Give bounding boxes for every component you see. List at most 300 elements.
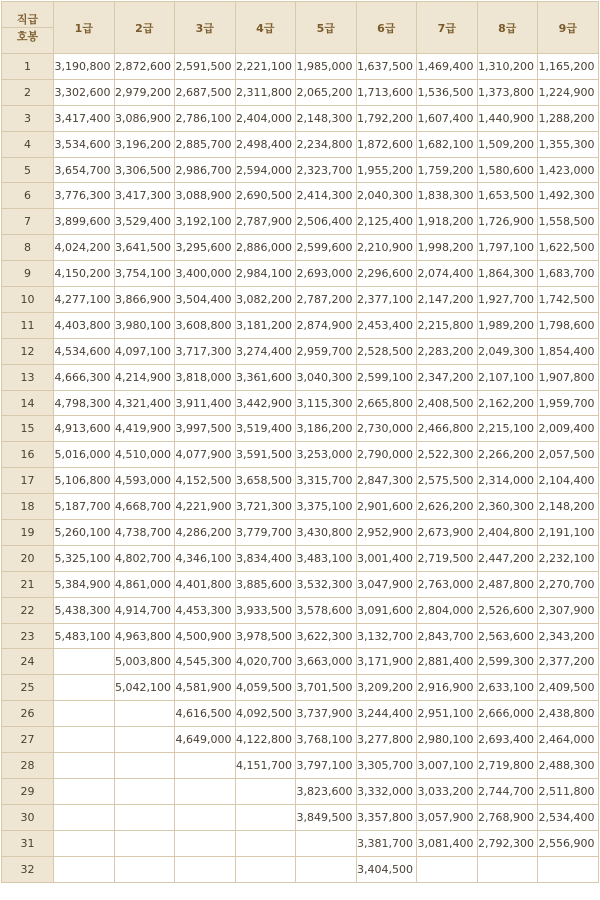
- salary-cell: 4,403,800: [54, 312, 115, 338]
- empty-cell: [54, 649, 115, 675]
- step-cell: 32: [2, 856, 54, 882]
- step-cell: 30: [2, 804, 54, 830]
- table-row: [2, 338, 599, 364]
- salary-cell: 1,726,900: [477, 209, 538, 235]
- empty-cell: [175, 856, 236, 882]
- salary-cell: 2,404,000: [235, 105, 296, 131]
- salary-cell: 2,311,800: [235, 79, 296, 105]
- salary-cell: 3,911,400: [175, 390, 236, 416]
- salary-cell: 1,423,000: [538, 157, 599, 183]
- salary-cell: 1,854,400: [538, 338, 599, 364]
- salary-cell: 2,979,200: [114, 79, 175, 105]
- salary-cell: 4,666,300: [54, 364, 115, 390]
- salary-cell: 1,288,200: [538, 105, 599, 131]
- salary-cell: 2,438,800: [538, 701, 599, 727]
- salary-cell: 4,581,900: [175, 675, 236, 701]
- salary-cell: 3,591,500: [235, 442, 296, 468]
- table-row: [2, 287, 599, 313]
- salary-cell: 4,221,900: [175, 494, 236, 520]
- step-cell: 10: [2, 287, 54, 313]
- salary-cell: 2,498,400: [235, 131, 296, 157]
- salary-cell: 2,323,700: [296, 157, 357, 183]
- step-cell: 7: [2, 209, 54, 235]
- salary-cell: 3,663,000: [296, 649, 357, 675]
- step-cell: 25: [2, 675, 54, 701]
- salary-cell: 2,626,200: [417, 494, 478, 520]
- salary-cell: 3,361,600: [235, 364, 296, 390]
- grade-header-cell: 3급: [175, 2, 236, 54]
- salary-cell: 1,492,300: [538, 183, 599, 209]
- salary-cell: 3,823,600: [296, 778, 357, 804]
- salary-cell: 3,717,300: [175, 338, 236, 364]
- salary-cell: 2,916,900: [417, 675, 478, 701]
- salary-cell: 2,792,300: [477, 830, 538, 856]
- table-row: [2, 778, 599, 804]
- step-cell: 3: [2, 105, 54, 131]
- salary-cell: 3,483,100: [296, 545, 357, 571]
- salary-cell: 2,881,400: [417, 649, 478, 675]
- salary-cell: 3,302,600: [54, 79, 115, 105]
- salary-cell: 1,224,900: [538, 79, 599, 105]
- step-cell: 16: [2, 442, 54, 468]
- salary-cell: 3,115,300: [296, 390, 357, 416]
- salary-cell: 3,532,300: [296, 571, 357, 597]
- table-row: [2, 675, 599, 701]
- salary-cell: 2,347,200: [417, 364, 478, 390]
- salary-cell: 3,797,100: [296, 753, 357, 779]
- empty-cell: [114, 830, 175, 856]
- salary-cell: 4,277,100: [54, 287, 115, 313]
- salary-cell: 2,687,500: [175, 79, 236, 105]
- salary-cell: 2,843,700: [417, 623, 478, 649]
- salary-cell: 4,214,900: [114, 364, 175, 390]
- salary-cell: 4,649,000: [175, 727, 236, 753]
- salary-cell: 2,057,500: [538, 442, 599, 468]
- salary-cell: 1,927,700: [477, 287, 538, 313]
- salary-cell: 2,984,100: [235, 261, 296, 287]
- step-cell: 28: [2, 753, 54, 779]
- salary-cell: 2,594,000: [235, 157, 296, 183]
- salary-cell: 3,404,500: [356, 856, 417, 882]
- salary-cell: 2,744,700: [477, 778, 538, 804]
- salary-cell: 1,864,300: [477, 261, 538, 287]
- salary-cell: 1,165,200: [538, 54, 599, 80]
- step-cell: 8: [2, 235, 54, 261]
- salary-cell: 4,151,700: [235, 753, 296, 779]
- salary-cell: 4,963,800: [114, 623, 175, 649]
- salary-cell: 2,074,400: [417, 261, 478, 287]
- step-cell: 1: [2, 54, 54, 80]
- step-cell: 2: [2, 79, 54, 105]
- salary-cell: 3,081,400: [417, 830, 478, 856]
- salary-cell: 4,500,900: [175, 623, 236, 649]
- salary-cell: 3,305,700: [356, 753, 417, 779]
- salary-cell: 3,529,400: [114, 209, 175, 235]
- salary-cell: 2,104,400: [538, 468, 599, 494]
- salary-cell: 2,307,900: [538, 597, 599, 623]
- empty-cell: [235, 856, 296, 882]
- salary-cell: 1,682,100: [417, 131, 478, 157]
- table-row: [2, 79, 599, 105]
- salary-cell: 2,719,800: [477, 753, 538, 779]
- step-axis-label: 호봉: [16, 30, 39, 43]
- salary-cell: 1,838,300: [417, 183, 478, 209]
- salary-cell: 4,545,300: [175, 649, 236, 675]
- salary-cell: 2,768,900: [477, 804, 538, 830]
- salary-cell: 3,701,500: [296, 675, 357, 701]
- salary-cell: 2,787,200: [296, 287, 357, 313]
- salary-cell: 4,077,900: [175, 442, 236, 468]
- salary-cell: 2,232,100: [538, 545, 599, 571]
- salary-cell: 2,314,000: [477, 468, 538, 494]
- salary-cell: 3,253,000: [296, 442, 357, 468]
- table-row: [2, 390, 599, 416]
- table-row: [2, 105, 599, 131]
- step-cell: 20: [2, 545, 54, 571]
- salary-cell: 2,466,800: [417, 416, 478, 442]
- salary-cell: 4,020,700: [235, 649, 296, 675]
- step-cell: 23: [2, 623, 54, 649]
- salary-cell: 1,742,500: [538, 287, 599, 313]
- salary-cell: 3,381,700: [356, 830, 417, 856]
- empty-cell: [477, 856, 538, 882]
- salary-cell: 3,181,200: [235, 312, 296, 338]
- salary-cell: 2,125,400: [356, 209, 417, 235]
- table-row: [2, 571, 599, 597]
- empty-cell: [417, 856, 478, 882]
- salary-cell: 1,373,800: [477, 79, 538, 105]
- step-cell: 13: [2, 364, 54, 390]
- salary-cell: 2,511,800: [538, 778, 599, 804]
- salary-cell: 2,234,800: [296, 131, 357, 157]
- salary-cell: 3,654,700: [54, 157, 115, 183]
- salary-cell: 2,215,800: [417, 312, 478, 338]
- salary-cell: 3,978,500: [235, 623, 296, 649]
- salary-cell: 3,504,400: [175, 287, 236, 313]
- step-cell: 11: [2, 312, 54, 338]
- salary-cell: 4,321,400: [114, 390, 175, 416]
- salary-cell: 3,196,200: [114, 131, 175, 157]
- table-header: [2, 2, 599, 54]
- salary-cell: 3,007,100: [417, 753, 478, 779]
- salary-cell: 1,536,500: [417, 79, 478, 105]
- salary-cell: 2,049,300: [477, 338, 538, 364]
- salary-cell: 3,776,300: [54, 183, 115, 209]
- empty-cell: [296, 830, 357, 856]
- salary-cell: 2,591,500: [175, 54, 236, 80]
- salary-cell: 2,162,200: [477, 390, 538, 416]
- grade-header-cell: 1급: [54, 2, 115, 54]
- salary-cell: 3,274,400: [235, 338, 296, 364]
- salary-cell: 1,310,200: [477, 54, 538, 80]
- salary-cell: 3,417,300: [114, 183, 175, 209]
- salary-cell: 2,409,500: [538, 675, 599, 701]
- table-row: [2, 468, 599, 494]
- salary-cell: 2,147,200: [417, 287, 478, 313]
- salary-cell: 3,088,900: [175, 183, 236, 209]
- salary-cell: 3,519,400: [235, 416, 296, 442]
- table-row: [2, 235, 599, 261]
- grade-header-cell: 4급: [235, 2, 296, 54]
- salary-cell: 1,918,200: [417, 209, 478, 235]
- table-row: [2, 312, 599, 338]
- salary-cell: 2,148,200: [538, 494, 599, 520]
- table-row: [2, 520, 599, 546]
- salary-cell: 3,171,900: [356, 649, 417, 675]
- table-row: [2, 442, 599, 468]
- salary-cell: 3,091,600: [356, 597, 417, 623]
- table-row: [2, 157, 599, 183]
- step-cell: 22: [2, 597, 54, 623]
- salary-cell: 1,759,200: [417, 157, 478, 183]
- salary-cell: 4,510,000: [114, 442, 175, 468]
- empty-cell: [114, 778, 175, 804]
- salary-cell: 2,665,800: [356, 390, 417, 416]
- salary-cell: 2,986,700: [175, 157, 236, 183]
- salary-cell: 2,360,300: [477, 494, 538, 520]
- salary-cell: 4,802,700: [114, 545, 175, 571]
- salary-cell: 1,683,700: [538, 261, 599, 287]
- salary-cell: 3,834,400: [235, 545, 296, 571]
- salary-cell: 1,637,500: [356, 54, 417, 80]
- salary-cell: 5,003,800: [114, 649, 175, 675]
- salary-cell: 2,633,100: [477, 675, 538, 701]
- salary-cell: 4,092,500: [235, 701, 296, 727]
- salary-cell: 1,607,400: [417, 105, 478, 131]
- empty-cell: [175, 804, 236, 830]
- empty-cell: [54, 778, 115, 804]
- empty-cell: [54, 856, 115, 882]
- salary-cell: 3,033,200: [417, 778, 478, 804]
- salary-cell: 2,599,100: [356, 364, 417, 390]
- salary-cell: 2,377,100: [356, 287, 417, 313]
- salary-cell: 5,483,100: [54, 623, 115, 649]
- salary-cell: 2,575,500: [417, 468, 478, 494]
- salary-cell: 3,768,100: [296, 727, 357, 753]
- grade-header-cell: 9급: [538, 2, 599, 54]
- salary-cell: 3,357,800: [356, 804, 417, 830]
- salary-cell: 2,693,000: [296, 261, 357, 287]
- table-row: [2, 753, 599, 779]
- salary-cell: 2,377,200: [538, 649, 599, 675]
- salary-cell: 2,901,600: [356, 494, 417, 520]
- table-row: [2, 494, 599, 520]
- salary-cell: 5,260,100: [54, 520, 115, 546]
- salary-cell: 3,057,900: [417, 804, 478, 830]
- step-cell: 6: [2, 183, 54, 209]
- salary-cell: 2,787,900: [235, 209, 296, 235]
- salary-cell: 3,086,900: [114, 105, 175, 131]
- salary-cell: 1,998,200: [417, 235, 478, 261]
- salary-cell: 4,534,600: [54, 338, 115, 364]
- empty-cell: [54, 804, 115, 830]
- salary-cell: 3,430,800: [296, 520, 357, 546]
- salary-cell: 2,886,000: [235, 235, 296, 261]
- table-row: [2, 804, 599, 830]
- salary-cell: 2,959,700: [296, 338, 357, 364]
- salary-cell: 4,593,000: [114, 468, 175, 494]
- salary-cell: 1,653,500: [477, 183, 538, 209]
- salary-cell: 3,622,300: [296, 623, 357, 649]
- empty-cell: [114, 727, 175, 753]
- salary-cell: 2,404,800: [477, 520, 538, 546]
- table-body: [2, 54, 599, 883]
- salary-cell: 4,152,500: [175, 468, 236, 494]
- salary-cell: 2,487,800: [477, 571, 538, 597]
- corner-header-cell: [2, 2, 54, 54]
- empty-cell: [54, 675, 115, 701]
- salary-cell: 3,244,400: [356, 701, 417, 727]
- table-row: [2, 623, 599, 649]
- header-row: [2, 2, 599, 54]
- salary-cell: 2,040,300: [356, 183, 417, 209]
- salary-cell: 2,599,300: [477, 649, 538, 675]
- salary-cell: 2,874,900: [296, 312, 357, 338]
- salary-cell: 2,148,300: [296, 105, 357, 131]
- salary-cell: 2,191,100: [538, 520, 599, 546]
- salary-cell: 2,526,600: [477, 597, 538, 623]
- empty-cell: [235, 830, 296, 856]
- grade-header-cell: 2급: [114, 2, 175, 54]
- salary-cell: 4,419,900: [114, 416, 175, 442]
- salary-cell: 1,355,300: [538, 131, 599, 157]
- table-row: [2, 131, 599, 157]
- salary-cell: 5,016,000: [54, 442, 115, 468]
- salary-cell: 1,713,600: [356, 79, 417, 105]
- salary-cell: 1,558,500: [538, 209, 599, 235]
- salary-cell: 2,534,400: [538, 804, 599, 830]
- step-cell: 12: [2, 338, 54, 364]
- table-row: [2, 261, 599, 287]
- grade-header-cell: 6급: [356, 2, 417, 54]
- salary-cell: 1,509,200: [477, 131, 538, 157]
- salary-cell: 2,763,000: [417, 571, 478, 597]
- salary-cell: 2,464,000: [538, 727, 599, 753]
- salary-cell: 4,401,800: [175, 571, 236, 597]
- table-row: [2, 54, 599, 80]
- salary-cell: 3,192,100: [175, 209, 236, 235]
- salary-cell: 4,861,000: [114, 571, 175, 597]
- salary-cell: 4,913,600: [54, 416, 115, 442]
- salary-cell: 2,980,100: [417, 727, 478, 753]
- salary-cell: 4,150,200: [54, 261, 115, 287]
- salary-cell: 2,408,500: [417, 390, 478, 416]
- salary-cell: 3,277,800: [356, 727, 417, 753]
- salary-cell: 3,754,100: [114, 261, 175, 287]
- table-row: [2, 856, 599, 882]
- table-row: [2, 830, 599, 856]
- salary-cell: 2,215,100: [477, 416, 538, 442]
- salary-cell: 1,792,200: [356, 105, 417, 131]
- salary-cell: 3,641,500: [114, 235, 175, 261]
- salary-cell: 3,980,100: [114, 312, 175, 338]
- salary-cell: 4,914,700: [114, 597, 175, 623]
- salary-cell: 3,933,500: [235, 597, 296, 623]
- salary-cell: 2,506,400: [296, 209, 357, 235]
- empty-cell: [54, 830, 115, 856]
- salary-cell: 4,024,200: [54, 235, 115, 261]
- empty-cell: [114, 856, 175, 882]
- step-cell: 4: [2, 131, 54, 157]
- step-cell: 5: [2, 157, 54, 183]
- salary-cell: 4,346,100: [175, 545, 236, 571]
- salary-cell: 3,001,400: [356, 545, 417, 571]
- salary-cell: 1,440,900: [477, 105, 538, 131]
- salary-cell: 2,221,100: [235, 54, 296, 80]
- step-cell: 19: [2, 520, 54, 546]
- salary-cell: 2,786,100: [175, 105, 236, 131]
- empty-cell: [296, 856, 357, 882]
- empty-cell: [114, 753, 175, 779]
- salary-cell: 5,187,700: [54, 494, 115, 520]
- salary-cell: 1,907,800: [538, 364, 599, 390]
- empty-cell: [54, 701, 115, 727]
- salary-cell: 3,315,700: [296, 468, 357, 494]
- salary-cell: 3,332,000: [356, 778, 417, 804]
- salary-cell: 4,738,700: [114, 520, 175, 546]
- salary-cell: 2,270,700: [538, 571, 599, 597]
- salary-cell: 3,885,600: [235, 571, 296, 597]
- salary-cell: 2,488,300: [538, 753, 599, 779]
- salary-cell: 2,343,200: [538, 623, 599, 649]
- salary-cell: 3,295,600: [175, 235, 236, 261]
- salary-cell: 1,955,200: [356, 157, 417, 183]
- salary-cell: 2,563,600: [477, 623, 538, 649]
- salary-cell: 3,082,200: [235, 287, 296, 313]
- grade-header-cell: 7급: [417, 2, 478, 54]
- table-row: [2, 209, 599, 235]
- step-cell: 9: [2, 261, 54, 287]
- step-cell: 17: [2, 468, 54, 494]
- salary-cell: 3,190,800: [54, 54, 115, 80]
- salary-cell: 1,985,000: [296, 54, 357, 80]
- salary-cell: 2,790,000: [356, 442, 417, 468]
- table-row: [2, 545, 599, 571]
- salary-cell: 1,989,200: [477, 312, 538, 338]
- salary-cell: 3,186,200: [296, 416, 357, 442]
- salary-cell: 4,453,300: [175, 597, 236, 623]
- salary-cell: 2,009,400: [538, 416, 599, 442]
- salary-cell: 3,849,500: [296, 804, 357, 830]
- salary-cell: 3,417,400: [54, 105, 115, 131]
- salary-cell: 2,847,300: [356, 468, 417, 494]
- salary-cell: 1,959,700: [538, 390, 599, 416]
- salary-cell: 2,414,300: [296, 183, 357, 209]
- salary-cell: 3,132,700: [356, 623, 417, 649]
- table-row: [2, 183, 599, 209]
- step-cell: 27: [2, 727, 54, 753]
- salary-cell: 2,872,600: [114, 54, 175, 80]
- empty-cell: [114, 804, 175, 830]
- salary-cell: 1,872,600: [356, 131, 417, 157]
- salary-cell: 1,469,400: [417, 54, 478, 80]
- table-row: [2, 727, 599, 753]
- grade-header-cell: 8급: [477, 2, 538, 54]
- salary-cell: 2,666,000: [477, 701, 538, 727]
- salary-cell: 4,616,500: [175, 701, 236, 727]
- empty-cell: [538, 856, 599, 882]
- table-row: [2, 364, 599, 390]
- empty-cell: [235, 778, 296, 804]
- table-row: [2, 701, 599, 727]
- salary-cell: 3,442,900: [235, 390, 296, 416]
- salary-cell: 2,730,000: [356, 416, 417, 442]
- salary-cell: 3,721,300: [235, 494, 296, 520]
- salary-cell: 5,106,800: [54, 468, 115, 494]
- salary-cell: 3,779,700: [235, 520, 296, 546]
- salary-cell: 2,528,500: [356, 338, 417, 364]
- salary-cell: 4,286,200: [175, 520, 236, 546]
